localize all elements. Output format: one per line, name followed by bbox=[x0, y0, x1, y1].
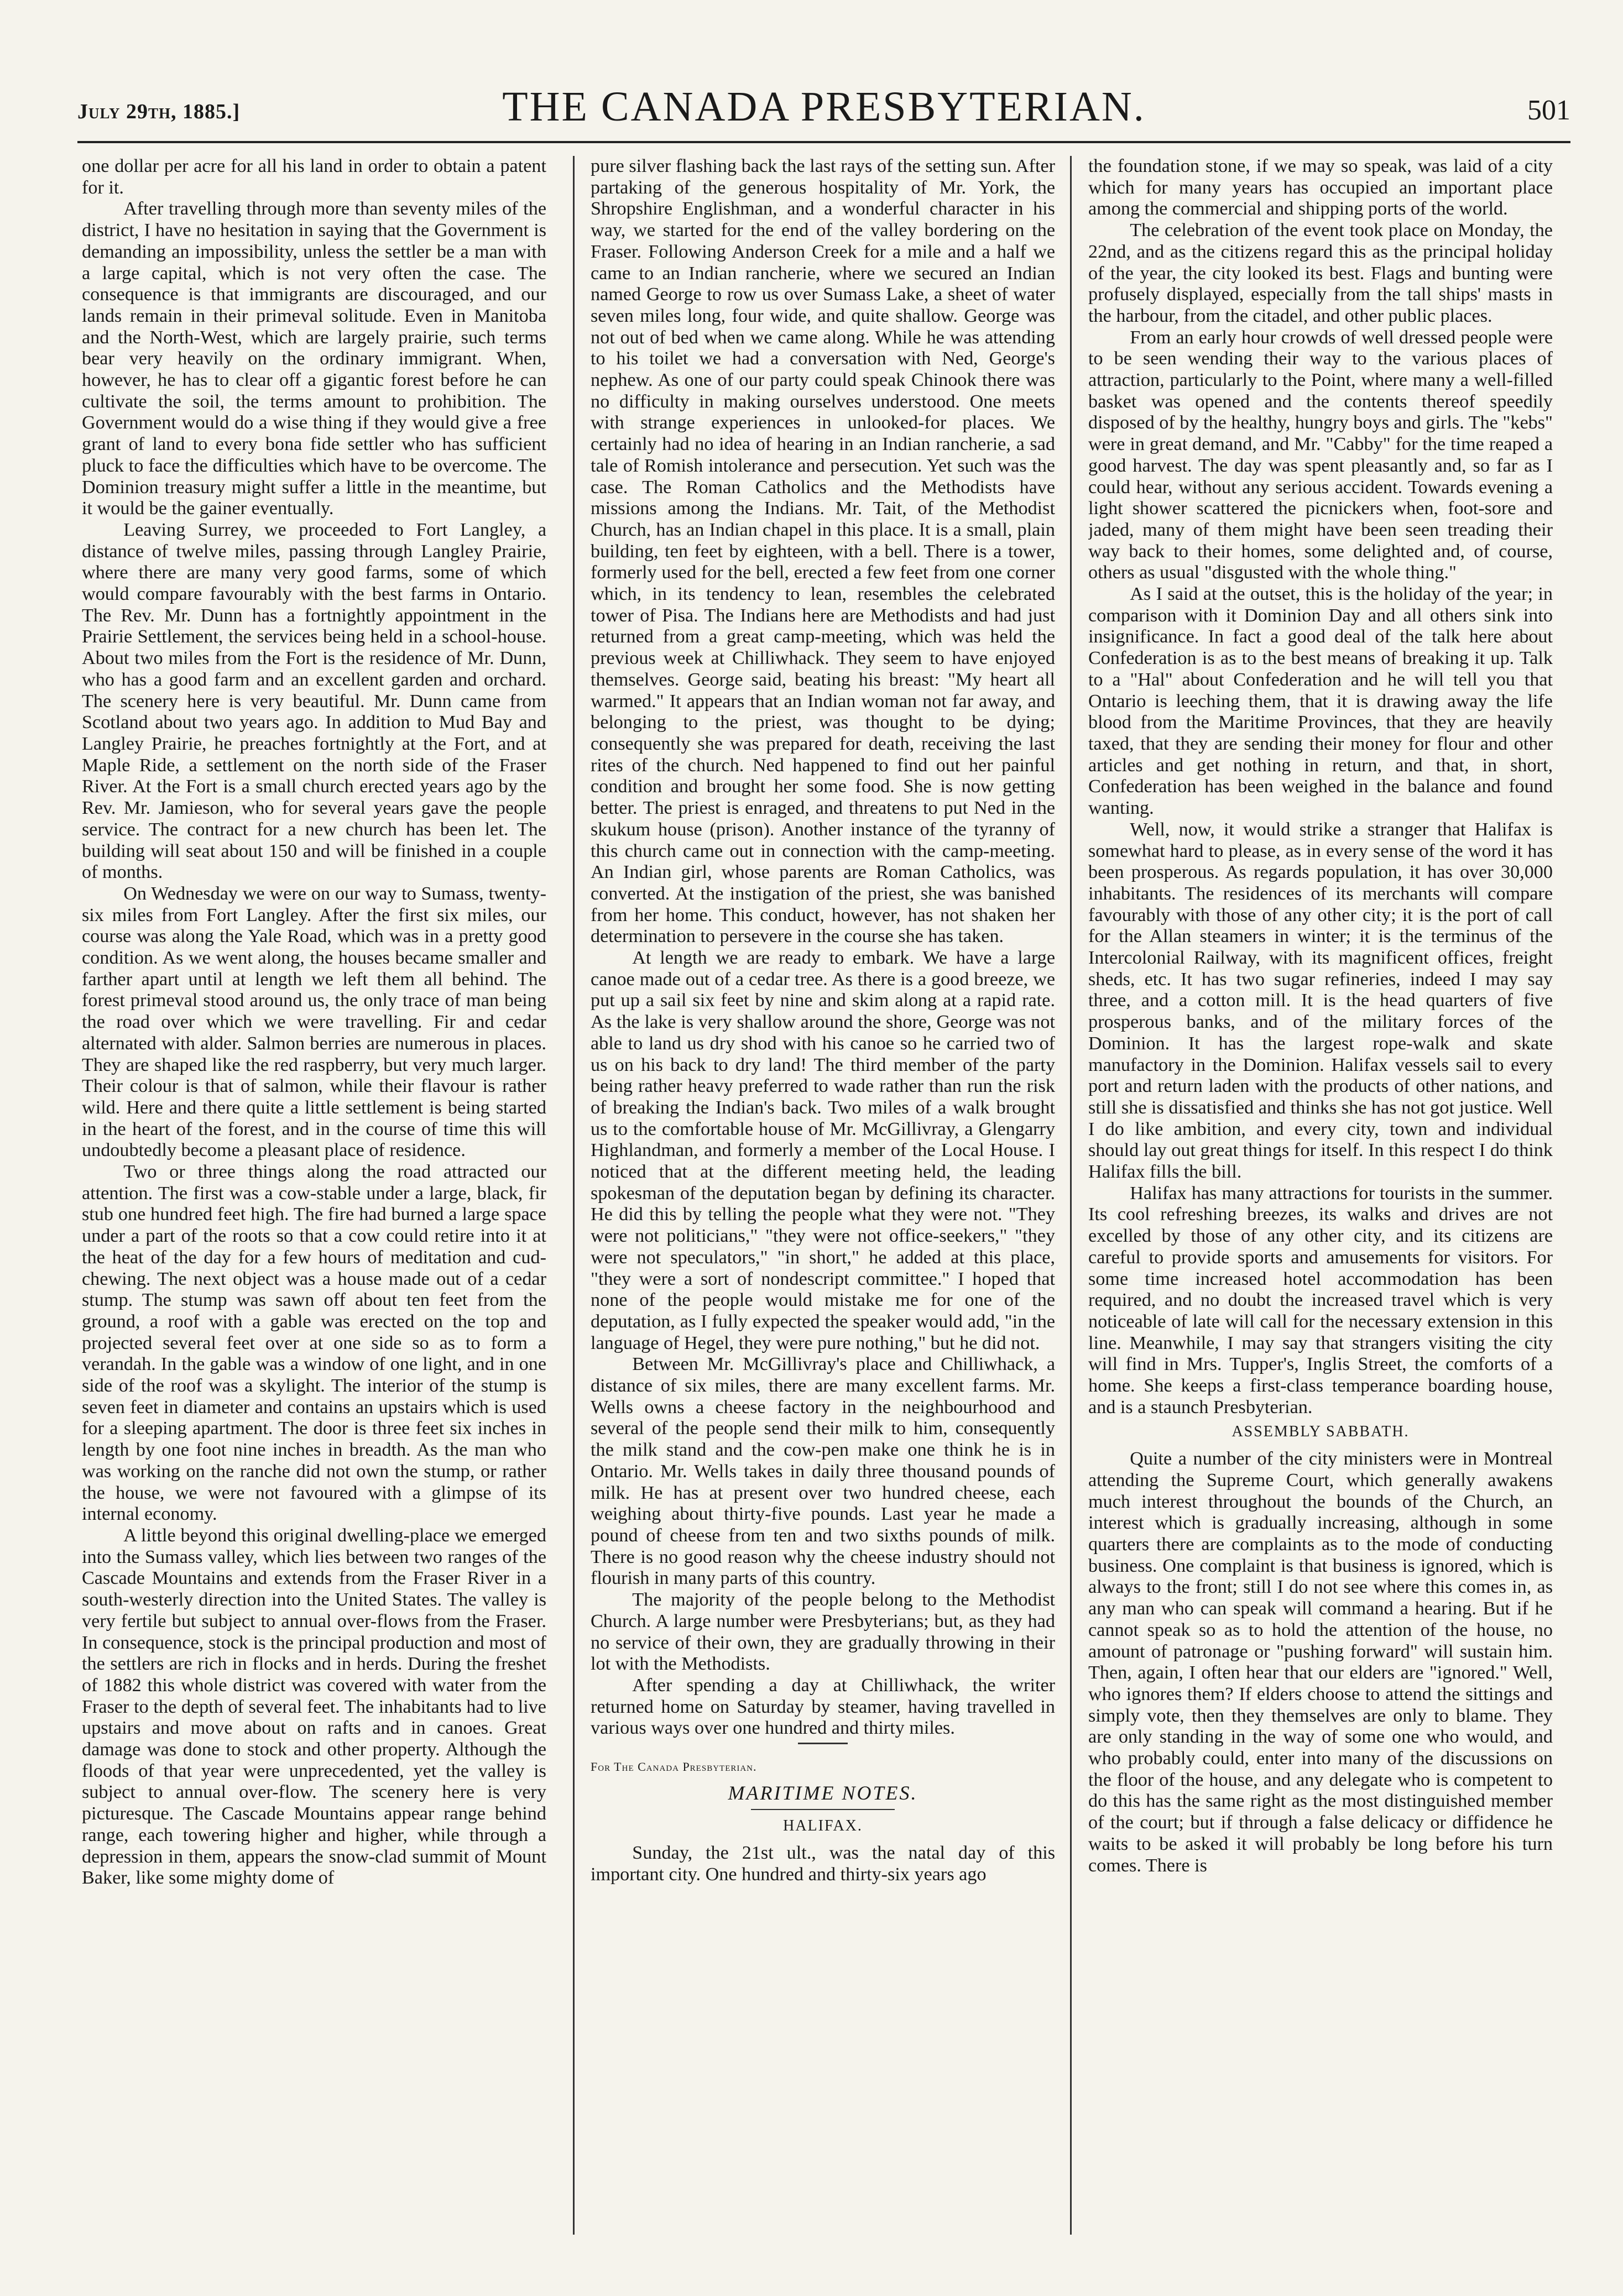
paragraph: pure silver flashing back the last rays of the setting sun. After partaking of the generous hospitality of Mr. York, the Shropshire Englishman, and a wonderful character in his way, we started for the end of the valley bordering on the Fraser. Following Anderson Creek for a mile and a half we came to an Indian rancherie, where we secured an Indian named George to row us over Sumass Lake, a sheet of water seven miles long, four wide, and quite shallow. George was not out of bed when we came along. While he was attending to his toilet we had a conversation with Ned, George's nephew. As one of our party could speak Chinook there was no difficulty in making ourselves understood. One meets with strange experiences in unlooked-for places. We certainly had no idea of hearing in an Indian rancherie, a sad tale of Romish intolerance and persecution. Yet such was the case. The Roman Catholics and the Methodists have missions among the Indians. Mr. Tait, of the Methodist Church, has an Indian chapel in this place. It is a small, plain building, ten feet by eighteen, with a bell. There is a tower, formerly used for the bell, erected a few feet from one corner which, in its tendency to lean, resembles the celebrated tower of Pisa. The Indians here are Methodists and had just returned from a great camp-meeting, which was held the previous week at Chilliwhack. They seem to have enjoyed themselves. George said, beating his breast: "My heart all warmed." It appears that an Indian woman not far away, and belonging to the priest, was thought to be dying; consequently she was prepared for death, receiving the last rites of the church. Ned happened to find out her painful condition and brought her some food. She is now getting better. The priest is enraged, and threatens to put Ned in the skukum house (prison). Another instance of the tyranny of this church came out in connection with the camp-meeting. An Indian girl, whose parents are Roman Catholics, was converted. At the instigation of the priest, she was banished from her home. This conduct, however, has not shaken her determination to persevere in the course she has taken. bbox=[591, 156, 1055, 947]
masthead bbox=[77, 83, 1570, 133]
paragraph: Two or three things along the road attracted our attention. The first was a cow-stable under a large, black, fir stub one hundred feet high. The fire had burned a large space under a part of the roots so that a cow could retire into it at the heat of the day for a few hours of meditation and cud-chewing. The next object was a house made out of a cedar stump. The stump was sawn off about ten feet from the ground, a roof with a gable was erected on the top and projected several feet over at one side so as to form a verandah. In the gable was a window of one light, and in one side of the roof was a skylight. The interior of the stump is seven feet in diameter and contains an upstairs which is used for a sleeping apartment. The door is three feet six inches in length by one foot nine inches in breadth. As the man who was working on the ranche did not own the stump, or rather the house, we were not favoured with a glimpse of its internal economy. bbox=[82, 1162, 546, 1525]
paragraph: A little beyond this original dwelling-place we emerged into the Sumass valley, which lies between two ranges of the Cascade Mountains and extends from the Fraser River in a south-westerly direction into the United States. The valley is very fertile but subject to annual over-flows from the Fraser. In consequence, stock is the principal production and most of the settlers are rich in flocks and in herds. During the freshet of 1882 this whole district was covered with water from the Fraser to the depth of several feet. The inhabitants had to live upstairs and move about on rafts and in canoes. Great damage was done to stock and other property. Although the floods of that year were unprecedented, yet the valley is subject to annual over-flow. The scenery here is very picturesque. The Cascade Mountains appear range behind range, each towering higher and higher, while through a depression in them, appears the snow-clad summit of Mount Baker, like some mighty dome of bbox=[82, 1525, 546, 1889]
column-2 bbox=[591, 156, 1055, 2235]
paragraph: the foundation stone, if we may so speak, was laid of a city which for many years has occupied an important place among the commercial and shipping ports of the world. bbox=[1088, 156, 1553, 219]
paragraph: Halifax has many attractions for tourists in the summer. Its cool refreshing breezes, its walks and drives are not excelled by those of any other city, and its citizens are careful to provide sports and amusements for visitors. For some time increased hotel accommodation has been required, and no doubt the increased travel which is very noticeable of late will call for the necessary extension in this line. Meanwhile, I may say that strangers visiting the city will find in Mrs. Tupper's, Inglis Street, the comforts of a home. She keeps a first-class temperance boarding house, and is a staunch Presbyterian. bbox=[1088, 1183, 1553, 1418]
page-number: 501 bbox=[1527, 95, 1570, 126]
column-rule bbox=[1070, 156, 1072, 2235]
paragraph: Leaving Surrey, we proceeded to Fort Langley, a distance of twelve miles, passing through Langley Prairie, where there are many very good farms, some of which would compare favourably with the best farms in Ontario. The Rev. Mr. Dunn has a fortnightly appointment in the Prairie Settlement, the services being held in a school-house. About two miles from the Fort is the residence of Mr. Dunn, who has a good farm and an excellent garden and orchard. The scenery here is very beautiful. Mr. Dunn came from Scotland about two years ago. In addition to Mud Bay and Langley Prairie, he preaches fortnightly at the Fort, and at Maple Ride, a settlement on the north side of the Fraser River. At the Fort is a small church erected years ago by the Rev. Mr. Jamieson, who for several years gave the people service. The contract for a new church has been let. The building will seat about 150 and will be finished in a couple of months. bbox=[82, 519, 546, 883]
paragraph: As I said at the outset, this is the holiday of the year; in comparison with it Dominion Day and all others sink into insignificance. In fact a good deal of the talk here about Confederation is as to the best means of breaking it up. Talk to a "Hal" about Confederation and he will tell you that Ontario is leeching them, that it is drawing away the life blood from the Maritime Provinces, that they are heavily taxed, that they are sending their money for flour and other articles and get nothing in return, and that, in short, Confederation has been weighed in the balance and found wanting. bbox=[1088, 584, 1553, 819]
paragraph: From an early hour crowds of well dressed people were to be seen wending their way to the various places of attraction, particularly to the Point, where many a well-filled basket was opened and the contents thereof speedily disposed of by the healthy, hungry boys and girls. The "kebs" were in great demand, and Mr. "Cabby" for the time reaped a good harvest. The day was spent pleasantly and, so far as I could hear, without any serious accident. Towards evening a light shower scattered the picnickers when, foot-sore and jaded, many of them might have been seen treading their way back to their homes, some delighted and, of course, others as usual "disgusted with the whole thing." bbox=[1088, 327, 1553, 583]
column-rule bbox=[573, 156, 575, 2235]
section-rule bbox=[751, 1809, 895, 1810]
paragraph: After travelling through more than seventy miles of the district, I have no hesitation in saying that the Government is demanding an impossibility, unless the settler be a man with a large capital, which is not very often the case. The consequence is that immigrants are discouraged, and our lands remain in their primeval solitude. Even in Manitoba and the North-West, which are largely prairie, such terms bear very heavily on the ordinary immigrant. When, however, he has to clear off a gigantic forest before he can cultivate the soil, the terms amount to prohibition. The Government would do a wise thing if they would give a free grant of land to every bona fide settler who has sufficient pluck to face the difficulties which have to be overcome. The Dominion treasury might suffer a little in the meantime, but it would be the gainer eventually. bbox=[82, 198, 546, 519]
article-end-rule bbox=[798, 1743, 848, 1744]
article-credit-line: For The Canada Presbyterian. bbox=[591, 1760, 757, 1774]
paragraph: Quite a number of the city ministers were in Montreal attending the Supreme Court, which generally awakens much interest throughout the bounds of the Church, an interest which is gradually increasing, although in some quarters there are complaints as to the mode of conducting business. One complaint is that business is ignored, which is always to the front; still I do not see where this comes in, as any man who can speak will command a hearing. But if he cannot speak so as to hold the attention of the house, no amount of patronage or "pushing forward" will sustain him. Then, again, I often hear that our elders are "ignored." Well, who ignores them? If elders choose to attend the sittings and simply vote, then they themselves are only to blame. They are only standing in the way of some one who would, and who probably could, enter into many of the discussions on the floor of the house, and any delegate who is competent to do this has the same right as the most distinguished member of the court; but if through a false delicacy or diffidence he waits to be asked it will probably be long before his turn comes. There is bbox=[1088, 1448, 1553, 1876]
paragraph: After spending a day at Chilliwhack, the writer returned home on Saturday by steamer, having travelled in various ways over one hundred and thirty miles. bbox=[591, 1675, 1055, 1739]
paragraph: Well, now, it would strike a stranger that Halifax is somewhat hard to please, as in every sense of the word it has been prosperous. As regards population, it has over 30,000 inhabitants. The residences of its merchants will compare favourably with those of any other city; it is the port of call for the Allan steamers in winter; it is the terminus of the Intercolonial Railway, with its magnificent offices, freight sheds, etc. It has two sugar refineries, indeed I may say three, and a cotton mill. It is the head quarters of five prosperous banks, and of the military forces of the Dominion. It has the largest rope-walk and skate manufactory in the Dominion. Halifax vessels sail to every port and return laden with the products of other nations, and still she is dissatisfied and thinks she has not got justice. Well I do like ambition, and every city, town and individual should lay out great things for itself. In this respect I do think Halifax fills the bill. bbox=[1088, 819, 1553, 1183]
column-1 bbox=[82, 156, 546, 2235]
issue-date: July 29th, 1885.] bbox=[77, 100, 241, 123]
paragraph: At length we are ready to embark. We have a large canoe made out of a cedar tree. As there is a good breeze, we put up a sail six feet by nine and skim along at a rapid rate. As the lake is very shallow around the shore, George was not able to land us dry shod with his canoe so he carried two of us on his back to dry land! The third member of the party being rather heavy preferred to wade rather than run the risk of breaking the Indian's back. Two miles of a walk brought us to the comfortable house of Mr. McGillivray, a Glengarry Highlandman, and formerly a member of the Local House. I noticed that at the different meeting held, the leading spokesman of the deputation began by defining its character. He did this by telling the people what they were not. "They were not politicians," "they were not office-seekers," "they were not speculators," "in short," he added at this place, "they were a sort of nondescript committee." I hoped that none of the people would mistake me for one of the deputation, as I fully expected the speaker would add, "in the language of Hegel, they were pure nothing," but he did not. bbox=[591, 948, 1055, 1353]
paragraph: On Wednesday we were on our way to Sumass, twenty-six miles from Fort Langley. After the first six miles, our course was along the Yale Road, which was in a pretty good condition. As we went along, the houses became smaller and farther apart until at length we left them all behind. The forest primeval stood around us, the only trace of man being the road over which we were travelling. Fir and cedar alternated with alder. Salmon berries are numerous in places. They are shaped like the red raspberry, but very much larger. Their colour is that of salmon, while their flavour is rather wild. Here and there quite a little settlement is being started in the heart of the forest, and in the course of time this will undoubtedly become a pleasant place of residence. bbox=[82, 883, 546, 1161]
paragraph: one dollar per acre for all his land in order to obtain a patent for it. bbox=[82, 156, 546, 198]
column-3 bbox=[1088, 156, 1553, 2235]
section-title: MARITIME NOTES. bbox=[728, 1781, 918, 1804]
paragraph: The majority of the people belong to the Methodist Church. A large number were Presbyterians; but, as they had no service of their own, they are gradually throwing in their lot with the Methodists. bbox=[591, 1589, 1055, 1675]
paragraph: Sunday, the 21st ult., was the natal day of this important city. One hundred and thirty-six years ago bbox=[591, 1843, 1055, 1885]
header-rule bbox=[77, 141, 1570, 143]
paragraph: The celebration of the event took place on Monday, the 22nd, and as the citizens regard this as the principal holiday of the year, the city looked its best. Flags and bunting were profusely displayed, especially from the tall ships' masts in the harbour, from the citadel, and other public places. bbox=[1088, 220, 1553, 326]
section-subtitle: ASSEMBLY SABBATH. bbox=[1231, 1423, 1410, 1441]
section-subtitle: HALIFAX. bbox=[783, 1817, 863, 1835]
newspaper-title: THE CANADA PRESBYTERIAN. bbox=[502, 83, 1146, 130]
paragraph: Between Mr. McGillivray's place and Chilliwhack, a distance of six miles, there are many excellent farms. Mr. Wells owns a cheese factory in the neighbourhood and several of the people send their milk to him, consequently the milk stand and the cow-pen make one think he is in Ontario. Mr. Wells takes in daily three thousand pounds of milk. He has at present over two hundred cheese, each weighing about thirty-five pounds. Last year he made a pound of cheese from ten and two sixths pounds of milk. There is no good reason why the cheese industry should not flourish in many parts of this country. bbox=[591, 1354, 1055, 1589]
